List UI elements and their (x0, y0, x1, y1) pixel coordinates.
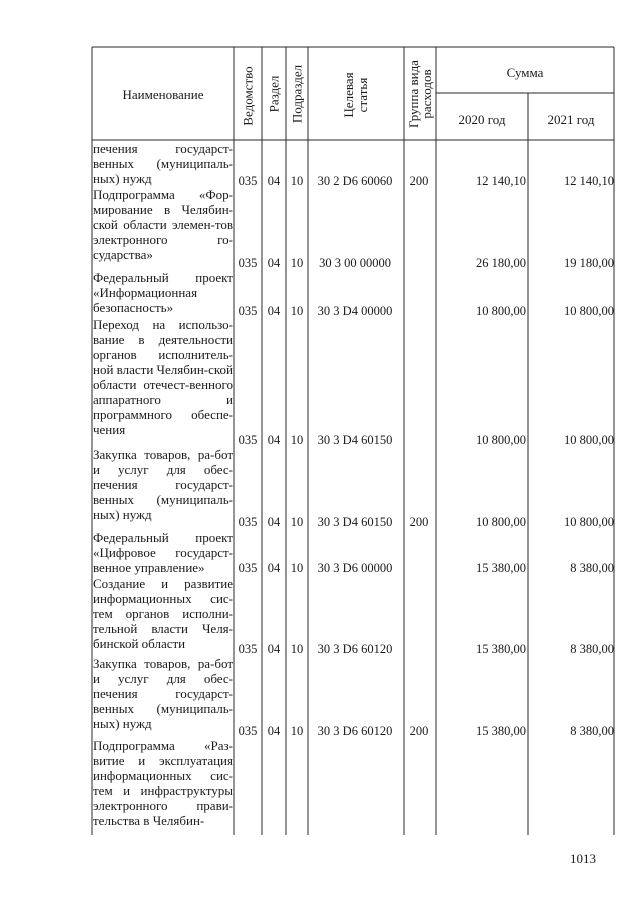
row-sum-2021: 19 180,00 (564, 256, 614, 270)
row-vedomstvo: 035 (238, 433, 258, 447)
row-name: Подпрограмма «Раз-витие и эксплуатация информационных сис-тем и инфраструктуры электронного прави-тельства в Челябин- (93, 738, 233, 828)
row-celevaya: 30 3 D6 00000 (317, 561, 393, 575)
row-vedomstvo: 035 (238, 642, 258, 656)
row-sum-2020: 15 380,00 (476, 642, 526, 656)
row-vedomstvo: 035 (238, 515, 258, 529)
row-razdel: 04 (267, 642, 281, 656)
row-sum-2020: 15 380,00 (476, 561, 526, 575)
row-podrazdel: 10 (290, 642, 304, 656)
row-name: Создание и развитие информационных сис-тем органов исполни-тельной власти Челя-бинской области (93, 576, 233, 651)
header-name: Наименование (122, 87, 204, 102)
row-razdel: 04 (267, 724, 281, 738)
row-razdel: 04 (267, 515, 281, 529)
row-vedomstvo: 035 (238, 304, 258, 318)
header-razdel: Раздел (266, 75, 282, 113)
row-sum-2021: 12 140,10 (564, 174, 614, 188)
row-celevaya: 30 3 D4 00000 (317, 304, 393, 318)
row-vedomstvo: 035 (238, 561, 258, 575)
header-year-2021: 2021 год (547, 112, 595, 127)
row-razdel: 04 (267, 256, 281, 270)
row-podrazdel: 10 (290, 561, 304, 575)
row-razdel: 04 (267, 304, 281, 318)
row-sum-2021: 10 800,00 (564, 515, 614, 529)
row-celevaya: 30 3 D6 60120 (317, 642, 393, 656)
row-celevaya: 30 3 D4 60150 (317, 433, 393, 447)
row-name: Закупка товаров, ра-бот и услуг для обес-печения государст-венных (муниципаль-ных) нужд (93, 447, 233, 522)
row-name: Федеральный проект «Цифровое государст-венное управление» (93, 530, 233, 575)
row-sum-2020: 10 800,00 (476, 304, 526, 318)
row-sum-2020: 10 800,00 (476, 433, 526, 447)
header-podrazdel: Подраздел (289, 64, 305, 124)
row-sum-2020: 12 140,10 (476, 174, 526, 188)
row-sum-2020: 26 180,00 (476, 256, 526, 270)
row-gruppa: 200 (409, 724, 429, 738)
row-podrazdel: 10 (290, 174, 304, 188)
header-celevaya: Целевая статья (341, 72, 370, 118)
row-celevaya: 30 2 D6 60060 (317, 174, 393, 188)
row-celevaya: 30 3 D4 60150 (317, 515, 393, 529)
row-sum-2021: 8 380,00 (570, 642, 614, 656)
row-sum-2021: 8 380,00 (570, 724, 614, 738)
row-name: Федеральный проект «Информационная безопасность» (93, 270, 233, 315)
row-celevaya: 30 3 00 00000 (319, 256, 391, 270)
header-gruppa: Группа вида расходов (406, 60, 434, 128)
row-name: печения государст-венных (муниципаль-ных) нужд (93, 141, 233, 186)
row-razdel: 04 (267, 561, 281, 575)
row-podrazdel: 10 (290, 515, 304, 529)
row-sum-2021: 8 380,00 (570, 561, 614, 575)
row-podrazdel: 10 (290, 304, 304, 318)
row-vedomstvo: 035 (238, 256, 258, 270)
row-sum-2021: 10 800,00 (564, 433, 614, 447)
row-name: Переход на использо-вание в деятельности органов исполнитель-ной власти Челябин-ской области отечест-венного аппаратного и программного обеспе-чения (93, 317, 233, 437)
row-celevaya: 30 3 D6 60120 (317, 724, 393, 738)
row-podrazdel: 10 (290, 256, 304, 270)
page-number: 1013 (570, 851, 596, 866)
row-gruppa: 200 (409, 174, 429, 188)
row-name: Подпрограмма «Фор-мирование в Челябин-ской области элемен-тов электронного го-сударства» (93, 187, 233, 262)
row-vedomstvo: 035 (238, 174, 258, 188)
row-sum-2020: 15 380,00 (476, 724, 526, 738)
row-razdel: 04 (267, 174, 281, 188)
header-year-2020: 2020 год (458, 112, 506, 127)
header-summa: Сумма (506, 65, 544, 80)
row-podrazdel: 10 (290, 433, 304, 447)
row-sum-2021: 10 800,00 (564, 304, 614, 318)
row-name: Закупка товаров, ра-бот и услуг для обес-печения государст-венных (муниципаль-ных) нужд (93, 656, 233, 731)
row-podrazdel: 10 (290, 724, 304, 738)
row-gruppa: 200 (409, 515, 429, 529)
row-razdel: 04 (267, 433, 281, 447)
row-vedomstvo: 035 (238, 724, 258, 738)
header-vedomstvo: Ведомство (240, 66, 256, 126)
row-sum-2020: 10 800,00 (476, 515, 526, 529)
